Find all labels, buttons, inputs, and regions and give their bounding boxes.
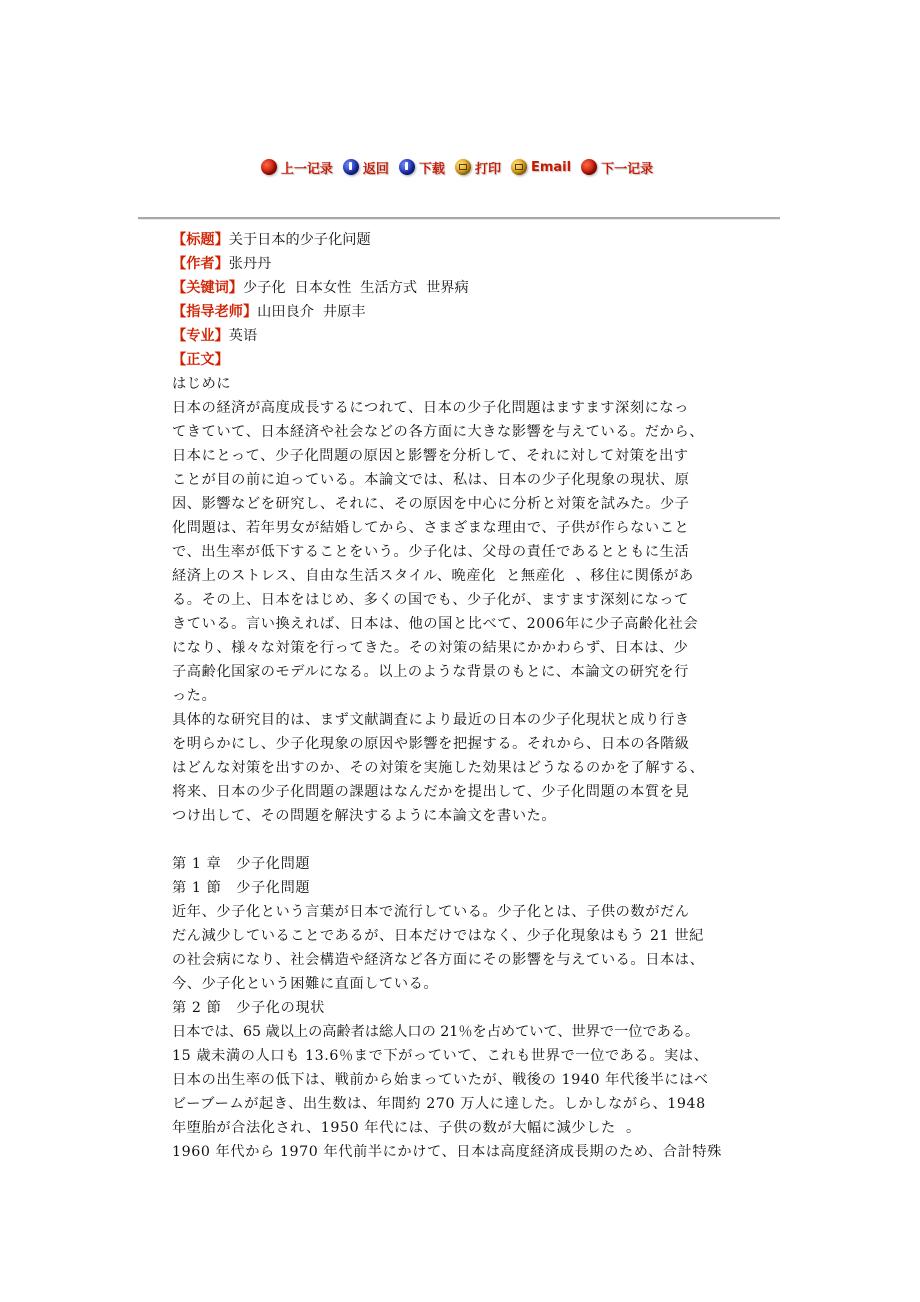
body-line: 化問題は、若年男女が結婚してから、さまざまな理由で、子供が作らないこと — [172, 520, 690, 536]
email-label: Email — [530, 159, 572, 175]
major-row — [172, 324, 772, 348]
download-label: 下载 — [418, 161, 445, 177]
print-button[interactable] — [455, 158, 507, 177]
body-line: 日本の経済が高度成長するにつれて、日本の少子化問題はますます深刻になっ — [172, 400, 689, 416]
print-label: 打印 — [474, 161, 501, 177]
keywords-row — [172, 276, 772, 300]
prev-record-label: 上一记录 — [280, 161, 333, 177]
title-row — [172, 228, 772, 252]
title-value: 关于日本的少子化问题 — [228, 232, 371, 248]
body-line: 今、少子化という困難に直面している。 — [172, 976, 439, 992]
section-heading: 第 1 節 少子化問題 — [172, 880, 311, 896]
keywords-label: 【关键词】 — [172, 280, 243, 296]
body-line: 日本の出生率の低下は、戦前から始まっていたが、戦後の 1940 年代後半にはベ — [172, 1072, 709, 1088]
body-line: 子高齢化国家のモデルになる。以上のような背景のもとに、本論文の研究を行 — [172, 664, 689, 680]
next-record-button[interactable] — [581, 158, 659, 177]
body-line: 将来、日本の少子化問題の課題はなんだかを提出して、少子化問題の本質を見 — [172, 784, 690, 800]
body-line: てきていて、日本経済や社会などの各方面に大きな影響を与えている。だから、 — [172, 424, 705, 440]
chapter-heading: 第 1 章 少子化問題 — [172, 856, 311, 872]
body-line: 日本では、65 歳以上の高齢者は総人口の 21％を占めていて、世界で一位である。 — [172, 1024, 700, 1040]
body-line: ことが目の前に迫っている。本論文では、私は、日本の少子化現象の現状、原 — [172, 472, 690, 488]
body-line: だん減少していることであるが、日本だけではなく、少子化現象はもう 21 世紀 — [172, 928, 704, 944]
author-label: 【作者】 — [172, 256, 229, 272]
back-button[interactable] — [343, 158, 395, 177]
keywords-value: 少子化 日本女性 生活方式 世界病 — [242, 280, 469, 296]
download-button[interactable] — [399, 158, 451, 177]
body-line: った。 — [172, 688, 217, 704]
body-line: る。その上、日本をはじめ、多くの国でも、少子化が、ますます深刻になって — [172, 592, 689, 608]
body-line: 15 歳未満の人口も 13.6％まで下がっていて、これも世界で一位である。実は、 — [172, 1048, 709, 1064]
body-line: はどんな対策を出すのか、その対策を実施した効果はどうなるのかを了解する、 — [172, 760, 705, 776]
back-label: 返回 — [362, 161, 389, 177]
body-line: を明らかにし、少子化現象の原因や影響を把握する。それから、日本の各階級 — [172, 736, 690, 752]
body-label: 【正文】 — [172, 352, 229, 368]
title-label: 【标题】 — [172, 232, 229, 248]
major-label: 【专业】 — [172, 328, 229, 344]
section-heading: 第 2 節 少子化の現状 — [172, 1000, 325, 1016]
body-line: きている。言い換えれば、日本は、他の国と比べて、2006年に少子高齢化社会 — [172, 616, 699, 632]
author-row — [172, 252, 772, 276]
body-heading-row — [172, 348, 772, 372]
red-ball-icon — [261, 159, 277, 175]
advisor-row — [172, 300, 772, 324]
body-line: ビーブームが起き、出生数は、年間約 270 万人に達した。しかしながら、1948 — [172, 1096, 706, 1112]
author-value: 张丹丹 — [228, 256, 272, 272]
paragraph-gap — [172, 828, 772, 852]
download-icon — [399, 159, 415, 175]
info-icon — [343, 159, 359, 175]
body-line: 近年、少子化という言葉が日本で流行している。少子化とは、子供の数がだん — [172, 904, 690, 920]
major-value: 英语 — [228, 328, 258, 344]
body-line: はじめに — [172, 376, 232, 392]
header-divider — [138, 217, 780, 220]
advisor-value: 山田良介 井原丰 — [257, 304, 366, 320]
body-line: 年堕胎が合法化され、1950 年代には、子供の数が大幅に減少した 。 — [172, 1120, 641, 1136]
body-line: になり、様々な対策を行ってきた。その対策の結果にかかわらず、日本は、少 — [172, 640, 689, 656]
body-line: 1960 年代から 1970 年代前半にかけて、日本は高度経済成長期のため、合計特殊 — [172, 1144, 722, 1160]
body-line: で、出生率が低下することをいう。少子化は、父母の責任であるとともに生活 — [172, 544, 690, 560]
advisor-label: 【指导老师】 — [172, 304, 258, 320]
body-line: 経済上のストレス、自由な生活スタイル、晩産化 と無産化 、移住に関係があ — [172, 568, 694, 584]
body-line: つけ出して、その問題を解決するように本論文を書いた。 — [172, 808, 557, 824]
record-toolbar — [0, 155, 920, 179]
next-record-label: 下一记录 — [601, 161, 654, 177]
record-content — [172, 228, 772, 1164]
email-button[interactable] — [511, 159, 577, 175]
body-line: 因、影響などを研究し、それに、その原因を中心に分析と対策を試みた。少子 — [172, 496, 690, 512]
body-line: 日本にとって、少子化問題の原因と影響を分析して、それに対して対策を出す — [172, 448, 689, 464]
body-line: 具体的な研究目的は、まず文献調査により最近の日本の少子化現状と成り行き — [172, 712, 690, 728]
red-ball-icon — [581, 159, 597, 175]
envelope-icon — [511, 159, 527, 175]
prev-record-button[interactable] — [261, 158, 339, 177]
body-line: の社会病になり、社会構造や経済など各方面にその影響を与えている。日本は、 — [172, 952, 705, 968]
print-icon — [455, 159, 471, 175]
